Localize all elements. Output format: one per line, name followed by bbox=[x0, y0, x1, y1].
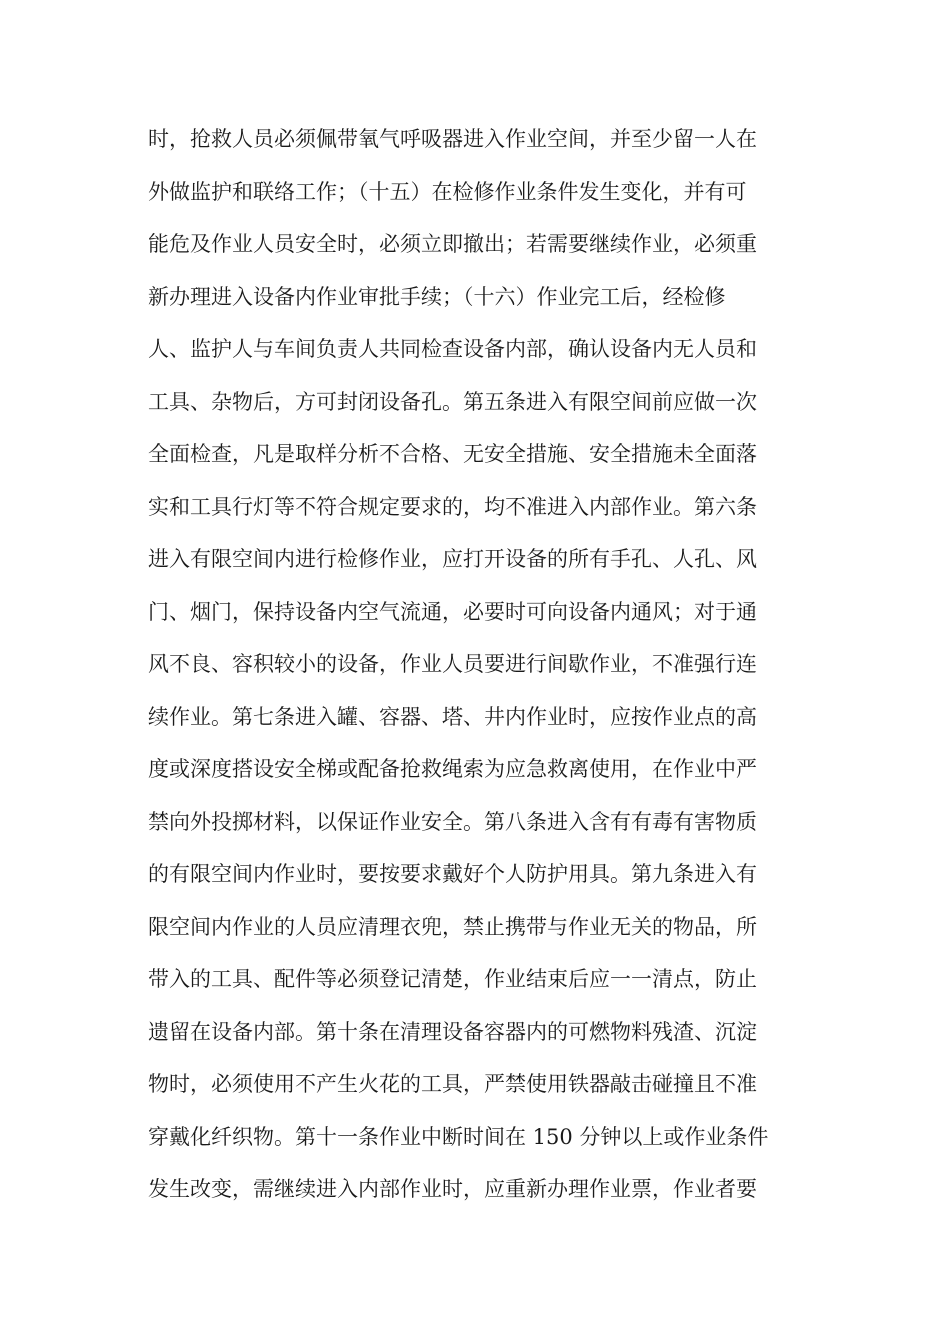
text-line: 遗留在设备内部。第十条在清理设备容器内的可燃物料残渣、沉淀 bbox=[148, 1019, 757, 1044]
text-line: 外做监护和联络工作；（十五）在检修作业条件发生变化，并有可 bbox=[148, 179, 747, 204]
text-line: 物时，必须使用不产生火花的工具，严禁使用铁器敲击碰撞且不准 bbox=[148, 1072, 757, 1096]
text-line: 风不良、容积较小的设备，作业人员要进行间歇作业，不准强行连 bbox=[148, 652, 757, 676]
text-line: 全面检查，凡是取样分析不合格、无安全措施、安全措施未全面落 bbox=[148, 442, 757, 466]
text-line: 度或深度搭设安全梯或配备抢救绳索为应急救离使用，在作业中严 bbox=[148, 757, 757, 781]
text-line: 时，抢救人员必须佩带氧气呼吸器进入作业空间，并至少留一人在 bbox=[148, 127, 757, 151]
text-line: 续作业。第七条进入罐、容器、塔、井内作业时，应按作业点的高 bbox=[148, 704, 757, 729]
text-line: 带入的工具、配件等必须登记清楚，作业结束后应一一清点，防止 bbox=[148, 967, 757, 991]
text-line: 新办理进入设备内作业审批手续；（十六）作业完工后，经检修 bbox=[148, 284, 726, 309]
text-line: 实和工具行灯等不符合规定要求的，均不准进入内部作业。第六条 bbox=[148, 494, 757, 519]
text-line: 禁向外投掷材料，以保证作业安全。第八条进入含有有毒有害物质 bbox=[148, 809, 757, 834]
text-line: 穿戴化纤织物。第十一条作业中断时间在 150 分钟以上或作业条件 bbox=[148, 1124, 769, 1149]
text-line: 工具、杂物后，方可封闭设备孔。第五条进入有限空间前应做一次 bbox=[148, 389, 757, 414]
text-line: 能危及作业人员安全时，必须立即撤出；若需要继续作业，必须重 bbox=[148, 232, 757, 256]
text-line: 门、烟门，保持设备内空气流通，必要时可向设备内通风；对于通 bbox=[148, 599, 757, 624]
text-line: 限空间内作业的人员应清理衣兜，禁止携带与作业无关的物品，所 bbox=[148, 914, 757, 939]
text-line: 人、监护人与车间负责人共同检查设备内部，确认设备内无人员和 bbox=[148, 337, 757, 361]
body-text bbox=[148, 113, 808, 1216]
text-line: 发生改变，需继续进入内部作业时，应重新办理作业票，作业者要 bbox=[148, 1177, 757, 1201]
text-line: 进入有限空间内进行检修作业，应打开设备的所有手孔、人孔、风 bbox=[148, 547, 757, 571]
text-line: 的有限空间内作业时，要按要求戴好个人防护用具。第九条进入有 bbox=[148, 862, 757, 886]
